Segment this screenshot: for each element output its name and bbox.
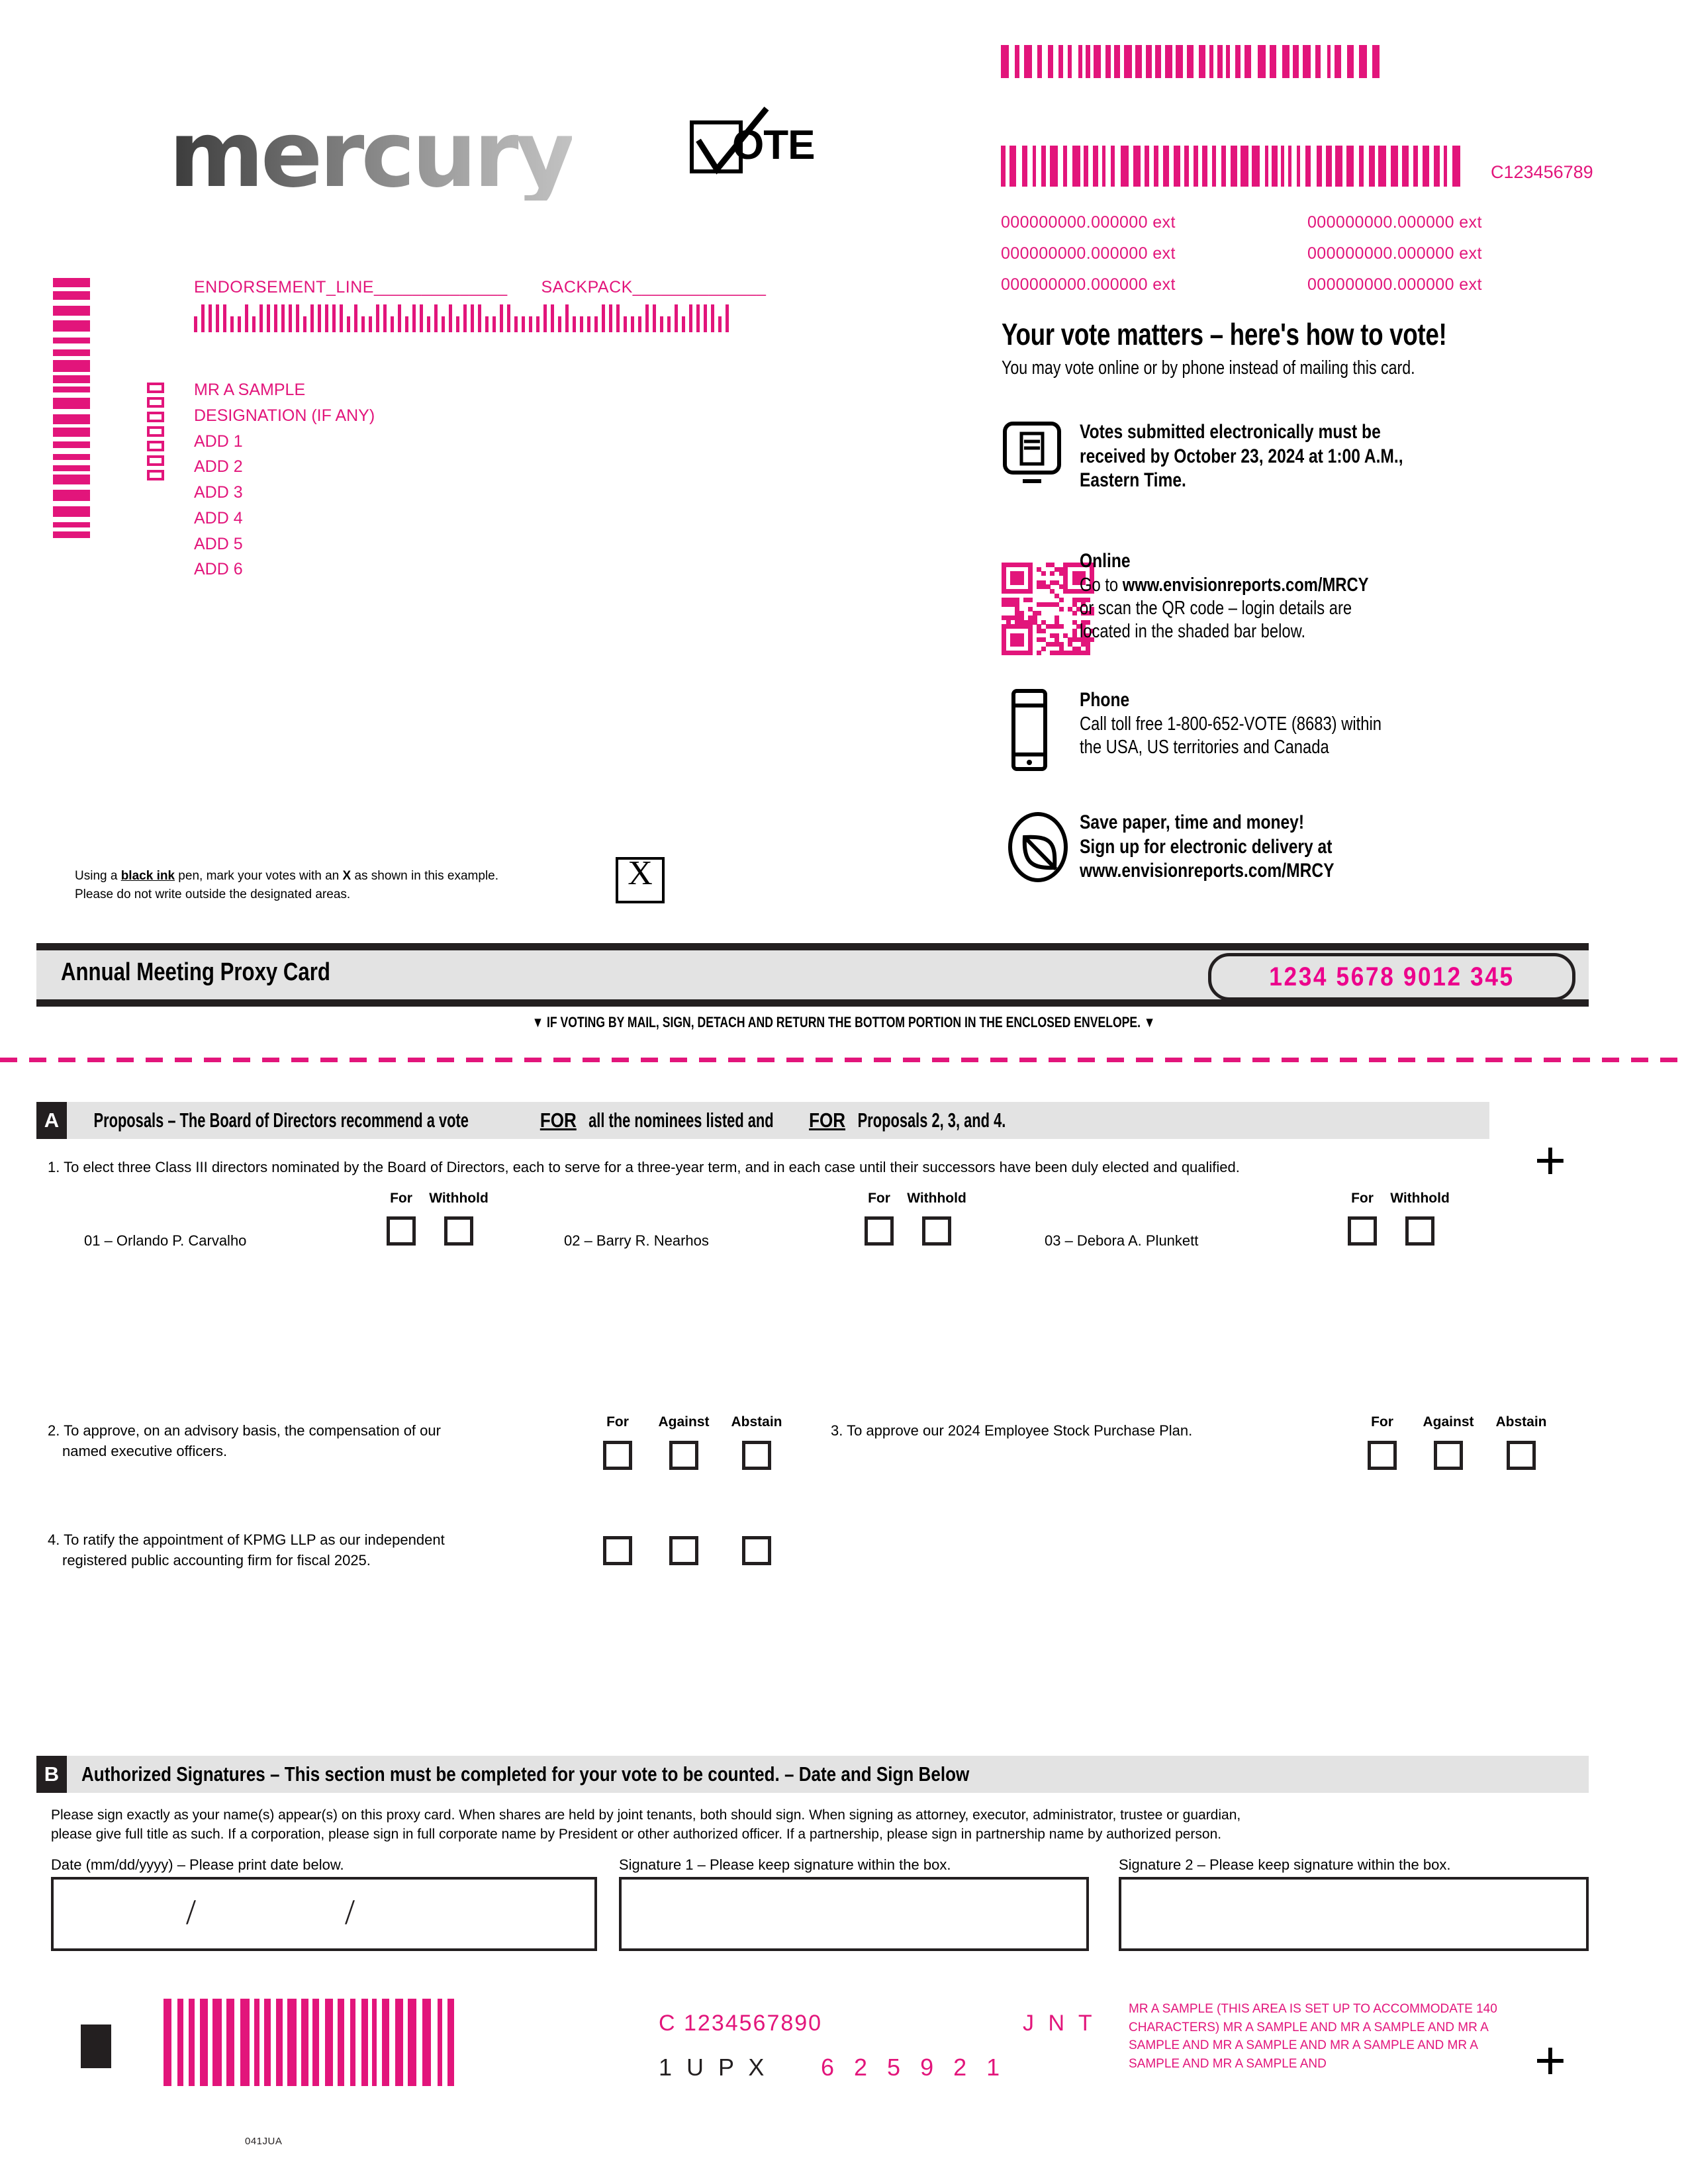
bottom-black-block xyxy=(81,2025,111,2068)
mobile-phone-icon xyxy=(1002,688,1055,774)
ext-numbers-col-right xyxy=(1307,213,1482,295)
nominee-2-label: 02 – Barry R. Nearhos xyxy=(564,1232,709,1249)
ext-number: 000000000.000000 ext xyxy=(1001,275,1176,294)
section-b-header xyxy=(36,1756,1589,1793)
proposal-3-for-checkbox[interactable] xyxy=(1368,1441,1397,1470)
nominee-1-for-label: For xyxy=(390,1191,412,1206)
online-line-1: Go to www.envisionreports.com/MRCY xyxy=(1080,574,1369,596)
nominee-3-label: 03 – Debora A. Plunkett xyxy=(1045,1232,1199,1249)
signature-instructions-line-2: please give full title as such. If a corporation, please sign in full corporate name by President or other authorized officer. If a partnership, please sign in partnership name by authorized person. xyxy=(51,1826,1222,1842)
footer-code-jnt: J N T xyxy=(1023,2011,1096,2036)
deadline-line-3: Eastern Time. xyxy=(1080,469,1186,492)
ext-number: 000000000.000000 ext xyxy=(1307,244,1482,263)
savepaper-line-2: Sign up for electronic delivery at xyxy=(1080,835,1333,858)
date-slash-2: / xyxy=(345,1892,355,1932)
detach-instruction-text: ▼ IF VOTING BY MAIL, SIGN, DETACH AND RETURN THE BOTTOM PORTION IN THE ENCLOSED ENVELOPE. ▼ xyxy=(532,1014,1156,1030)
address-line: ADD 2 xyxy=(194,457,243,477)
control-number: 1234 5678 9012 345 xyxy=(1269,962,1515,991)
ext-number: 000000000.000000 ext xyxy=(1307,275,1482,294)
proposal-2-line-2: named executive officers. xyxy=(62,1443,228,1460)
phone-line-1: Call toll free 1-800-652-VOTE (8683) within xyxy=(1080,713,1382,735)
proposal-2-against-checkbox[interactable] xyxy=(669,1441,698,1470)
savepaper-line-1: Save paper, time and money! xyxy=(1080,811,1305,833)
nominee-2-for-label: For xyxy=(868,1191,890,1206)
signature-2-input-box[interactable] xyxy=(1119,1877,1589,1951)
deadline-line-2: received by October 23, 2024 at 1:00 A.M., xyxy=(1080,445,1403,467)
form-code: 041JUA xyxy=(245,2136,283,2147)
proposal-4-abstain-checkbox[interactable] xyxy=(742,1536,771,1565)
title-bar-body xyxy=(36,950,1589,999)
section-b-heading-text: Authorized Signatures – This section must be completed for your vote to be counted. – Date and Sign Below xyxy=(81,1762,970,1786)
vote-checkmark-logo xyxy=(682,106,834,179)
phone-heading: Phone xyxy=(1080,689,1130,711)
vote-panel-subtitle: You may vote online or by phone instead of mailing this card. xyxy=(1002,357,1415,379)
tear-off-dashed-line xyxy=(0,1058,1688,1062)
marking-line-2: Please do not write outside the designated areas. xyxy=(75,887,351,901)
nominee-1-withhold-label: Withhold xyxy=(429,1191,489,1206)
nominee-2-withhold-label: Withhold xyxy=(907,1191,966,1206)
proposal-3-against-checkbox[interactable] xyxy=(1434,1441,1463,1470)
address-line: ADD 3 xyxy=(194,483,243,502)
nominee-2-for-checkbox[interactable] xyxy=(865,1216,894,1246)
address-line: ADD 6 xyxy=(194,560,243,579)
ext-number: 000000000.000000 ext xyxy=(1307,213,1482,232)
address-tick-marks xyxy=(147,383,164,488)
proposal-4-for-checkbox[interactable] xyxy=(603,1536,632,1565)
date-field-label: Date (mm/dd/yyyy) – Please print date below. xyxy=(51,1856,344,1873)
section-a-letter: A xyxy=(36,1102,67,1139)
ext-numbers-col-left xyxy=(1001,213,1176,295)
proposal-2-text xyxy=(48,1420,564,1461)
proxy-card-title-bar xyxy=(36,943,1589,1007)
proposal-4-against-checkbox[interactable] xyxy=(669,1536,698,1565)
sample-name-block: MR A SAMPLE (THIS AREA IS SET UP TO ACCOMMODATE 140 CHARACTERS) MR A SAMPLE AND MR A SAMPLE AND MR A SAMPLE AND MR A SAMPLE AND MR A SAMPLE AND MR A SAMPLE AND MR A SAMPLE AND xyxy=(1129,2002,1497,2071)
mailing-vertical-barcode xyxy=(53,278,90,553)
proposal-1-text: 1. To elect three Class III directors nominated by the Board of Directors, each to serve for a three-year term, and in each case until their successors have been duly elected and qualified. xyxy=(48,1159,1240,1175)
proposal-3-text: 3. To approve our 2024 Employee Stock Purchase Plan. xyxy=(831,1422,1193,1439)
signature-1-input-box[interactable] xyxy=(619,1877,1089,1951)
online-line-3: located in the shaded bar below. xyxy=(1080,621,1306,643)
deadline-line-1: Votes submitted electronically must be xyxy=(1080,421,1381,443)
online-heading: Online xyxy=(1080,550,1131,572)
nominee-3-for-checkbox[interactable] xyxy=(1348,1216,1377,1246)
deadline-row xyxy=(1002,420,1403,492)
nominee-1-for-checkbox[interactable] xyxy=(387,1216,416,1246)
proposal-4-line-1: 4. To ratify the appointment of KPMG LLP as our independent xyxy=(48,1531,445,1548)
computer-monitor-icon xyxy=(1002,420,1062,486)
proposal-2-against-label: Against xyxy=(658,1414,710,1430)
savepaper-line-3: www.envisionreports.com/MRCY xyxy=(1080,860,1335,882)
logo-wordmark: mercury xyxy=(169,101,572,208)
proposal-3-abstain-checkbox[interactable] xyxy=(1507,1441,1536,1470)
save-paper-row xyxy=(1002,811,1335,887)
top-barcode-1 xyxy=(1001,45,1385,78)
date-input-box[interactable] xyxy=(51,1877,597,1951)
footer-code-upx: 1 U P X xyxy=(659,2054,769,2081)
phone-line-2: the USA, US territories and Canada xyxy=(1080,736,1329,758)
section-b-letter: B xyxy=(36,1756,67,1793)
mercury-logo xyxy=(169,101,572,208)
section-a-heading xyxy=(67,1102,1489,1139)
mailing-address-block xyxy=(194,377,375,582)
proposal-2-for-checkbox[interactable] xyxy=(603,1441,632,1470)
proposal-3-for-label: For xyxy=(1371,1414,1393,1430)
proposal-3-against-label: Against xyxy=(1423,1414,1474,1430)
title-bar-top-rule xyxy=(36,943,1589,950)
date-slash-1: / xyxy=(186,1892,197,1932)
section-b-heading xyxy=(67,1756,1589,1793)
footer-code-c: C 1234567890 xyxy=(659,2011,823,2036)
bottom-barcode xyxy=(164,1999,461,2086)
ext-number: 000000000.000000 ext xyxy=(1001,244,1176,263)
proposal-2-abstain-label: Abstain xyxy=(731,1414,782,1430)
marking-line-1: Using a black ink pen, mark your votes with an X as shown in this example. xyxy=(75,869,499,883)
proposal-2-for-label: For xyxy=(606,1414,629,1430)
vote-panel-title: Your vote matters – here's how to vote! xyxy=(1002,317,1447,351)
address-line: ADD 1 xyxy=(194,432,243,451)
address-line: ADD 4 xyxy=(194,508,243,527)
nominee-3-withhold-label: Withhold xyxy=(1390,1191,1450,1206)
control-number-pill xyxy=(1208,953,1575,1001)
registration-mark-top-right: + xyxy=(1534,1130,1566,1191)
nominee-2-withhold-checkbox[interactable] xyxy=(922,1216,951,1246)
proposal-3-abstain-label: Abstain xyxy=(1495,1414,1547,1430)
top-barcode-2 xyxy=(1001,146,1466,187)
example-mark-box xyxy=(616,854,665,903)
registration-mark-bottom-right: + xyxy=(1534,2030,1566,2091)
page-title: Annual Meeting Proxy Card xyxy=(61,958,330,986)
example-x-mark: X xyxy=(628,854,653,892)
nominee-1-label: 01 – Orlando P. Carvalho xyxy=(84,1232,247,1249)
address-line: MR A SAMPLE xyxy=(194,381,306,399)
detach-instruction xyxy=(0,1014,1688,1031)
nominee-3-withhold-checkbox[interactable] xyxy=(1405,1216,1434,1246)
proposal-4-line-2: registered public accounting firm for fiscal 2025. xyxy=(62,1552,371,1569)
ext-number: 000000000.000000 ext xyxy=(1001,213,1176,232)
sackpack-text: SACKPACK______________ xyxy=(541,278,767,296)
phone-row xyxy=(1002,688,1382,778)
address-line: DESIGNATION (IF ANY) xyxy=(194,406,375,425)
section-a-heading-text: Proposals – The Board of Directors recommend a vote FORall the nominees listed andFORProposals 2, 3, and 4. xyxy=(93,1109,1006,1132)
nominee-3-for-label: For xyxy=(1351,1191,1374,1206)
vote-logo-text: OTE xyxy=(732,122,815,168)
endorsement-line xyxy=(194,278,766,297)
signature-1-label: Signature 1 – Please keep signature within the box. xyxy=(619,1856,951,1873)
signature-instructions xyxy=(51,1806,1593,1844)
signature-2-label: Signature 2 – Please keep signature within the box. xyxy=(1119,1856,1451,1873)
proposal-2-line-1: 2. To approve, on an advisory basis, the compensation of our xyxy=(48,1422,441,1439)
proposal-4-text xyxy=(48,1529,564,1570)
section-a-header xyxy=(36,1102,1489,1139)
endorsement-text: ENDORSEMENT_LINE______________ xyxy=(194,278,508,296)
proposal-2-abstain-checkbox[interactable] xyxy=(742,1441,771,1470)
marking-instructions xyxy=(75,867,604,903)
nominee-1-withhold-checkbox[interactable] xyxy=(444,1216,473,1246)
online-line-2: or scan the QR code – login details are xyxy=(1080,597,1352,619)
footer-code-number: 6 2 5 9 2 1 xyxy=(821,2054,1007,2081)
control-code-text: C123456789 xyxy=(1491,162,1593,182)
address-line: ADD 5 xyxy=(194,534,243,553)
signature-instructions-line-1: Please sign exactly as your name(s) appear(s) on this proxy card. When shares are held by joint tenants, both should sign. When signing as attorney, executor, administrator, trustee or guardian, xyxy=(51,1807,1241,1823)
no-paper-leaf-icon xyxy=(1002,811,1074,884)
postnet-barcode xyxy=(194,304,733,332)
